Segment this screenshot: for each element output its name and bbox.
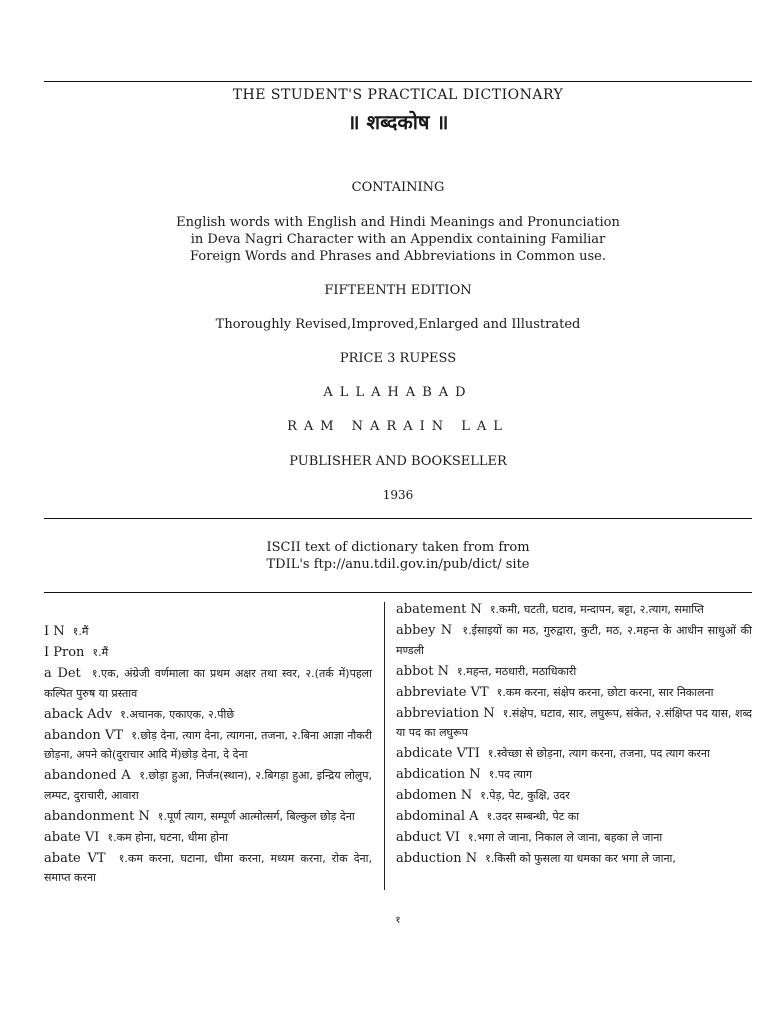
entry-headword: abdominal A bbox=[396, 809, 479, 824]
book-description: English words with English and Hindi Meanings and Pronunciation in Deva Nagri Character with an Appendix containing Familiar Foreign Words and Phrases and Abbreviations in Common use. bbox=[176, 215, 620, 264]
entry-headword: abduct VI bbox=[396, 830, 460, 845]
entry-definition: १.पद त्याग bbox=[488, 768, 533, 781]
entry-headword: abdication N bbox=[396, 767, 481, 782]
entry-headword: abbey N bbox=[396, 623, 453, 638]
entry-definition: १.किसी को फुसला या धमका कर भगा ले जाना, bbox=[485, 852, 676, 865]
publisher-name: RAM NARAIN LAL bbox=[287, 419, 509, 434]
entry-headword: I Pron bbox=[44, 645, 85, 660]
entry-headword: abate VT bbox=[44, 850, 106, 866]
dictionary-entry bbox=[44, 705, 372, 725]
top-rule bbox=[44, 81, 752, 82]
entry-headword: abbreviate VT bbox=[396, 684, 489, 700]
entry-definition: १.छोड़ देना, त्याग देना, त्यागना, तजना, २.बिना आज्ञा नौकरी छोड़ना, अपने को(दुराचार आदि में)छोड़ देना, दे देना bbox=[44, 728, 372, 761]
lower-rule bbox=[44, 592, 752, 593]
entry-definition: १.भगा ले जाना, निकाल ले जाना, बहका ले जाना bbox=[467, 831, 663, 844]
dictionary-entry bbox=[396, 849, 752, 869]
entry-headword: abandoned A bbox=[44, 768, 131, 783]
entry-definition: १.एक, अंग्रेजी वर्णमाला का प्रथम अक्षर तथा स्वर, २.(तर्क में)पहला कल्पित पुरुष या प्रस्ताव bbox=[44, 667, 372, 700]
dictionary-entry bbox=[44, 664, 372, 703]
middle-rule bbox=[44, 518, 752, 519]
book-title: THE STUDENT'S PRACTICAL DICTIONARY bbox=[232, 87, 564, 103]
entry-definition: १.छोड़ा हुआ, निर्जन(स्थान), २.बिगड़ा हुआ, इन्द्रिय लोलुप, लम्पट, दुराचारी, आवारा bbox=[44, 769, 372, 802]
entry-definition: १.पूर्ण त्याग, सम्पूर्ण आत्मोत्सर्ग, बिल्कुल छोड़ देना bbox=[157, 809, 355, 823]
entry-headword: abate VI bbox=[44, 829, 100, 845]
entries-right-column bbox=[396, 600, 752, 870]
dictionary-entry bbox=[396, 662, 752, 682]
page-number: १ bbox=[395, 915, 401, 926]
dictionary-entry bbox=[396, 786, 752, 806]
entry-definition: १.संक्षेप, घटाव, सार, लघुरूप, संकेत, २.संक्षिप्त पद यास, शब्द या पद का लघुरूप bbox=[396, 706, 752, 739]
price-label: PRICE 3 RUPESS bbox=[339, 351, 457, 366]
entry-headword: abdomen N bbox=[396, 788, 473, 803]
source-note-line2: TDIL's ftp://anu.tdil.gov.in/pub/dict/ site bbox=[266, 557, 530, 572]
book-subtitle: ॥ शब्दकोष ॥ bbox=[347, 110, 449, 134]
entry-definition: १.कम करना, संक्षेप करना, छोटा करना, सार निकालना bbox=[496, 685, 714, 699]
entry-headword: abdicate VTI bbox=[396, 746, 480, 761]
entry-headword: aback Adv bbox=[44, 706, 113, 722]
entry-definition: १.मैं bbox=[72, 625, 89, 638]
entry-definition: १.स्वेच्छा से छोड़ना, त्याग करना, तजना, पद त्याग करना bbox=[487, 747, 710, 760]
entry-headword: abbot N bbox=[396, 663, 449, 679]
entry-headword: I N bbox=[44, 624, 65, 639]
entry-headword: abduction N bbox=[396, 851, 478, 866]
entry-headword: abandonment N bbox=[44, 808, 150, 824]
dictionary-entry bbox=[44, 807, 372, 827]
publisher-role: PUBLISHER AND BOOKSELLER bbox=[289, 454, 507, 469]
dictionary-entry bbox=[44, 726, 372, 765]
entries-left-column bbox=[44, 622, 372, 889]
dictionary-entry bbox=[44, 849, 372, 888]
entry-headword: abbreviation N bbox=[396, 705, 495, 721]
entry-definition: १.ईसाइयों का मठ, गुरुद्वारा, कुटी, मठ, २.महन्त के आधीन साधुओं की मण्डली bbox=[396, 624, 752, 657]
edition-label: FIFTEENTH EDITION bbox=[324, 283, 472, 298]
column-divider bbox=[384, 602, 385, 890]
dictionary-entry bbox=[396, 807, 752, 827]
source-note bbox=[44, 539, 752, 573]
source-note-line1: ISCII text of dictionary taken from from bbox=[266, 540, 530, 555]
dictionary-entry bbox=[396, 683, 752, 703]
entry-definition: १.अचानक, एकाएक, २.पीछे bbox=[120, 707, 235, 721]
entry-definition: १.कम होना, घटना, धीमा होना bbox=[107, 830, 228, 844]
dictionary-entry bbox=[44, 643, 372, 663]
entry-headword: abandon VT bbox=[44, 727, 124, 743]
containing-label: CONTAINING bbox=[351, 180, 445, 195]
entry-definition: १.कम करना, घटाना, धीमा करना, मध्यम करना, रोक देना, समाप्त करना bbox=[44, 851, 372, 884]
entry-definition: १.पेड़, पेट, कुक्षि, उदर bbox=[480, 789, 570, 802]
dictionary-entry bbox=[396, 765, 752, 785]
dictionary-entry bbox=[44, 766, 372, 805]
revision-note: Thoroughly Revised,Improved,Enlarged and Illustrated bbox=[215, 317, 581, 332]
entry-definition: १.कमी, घटती, घटाव, मन्दापन, बट्टा, २.त्याग, समाप्ति bbox=[489, 603, 704, 616]
dictionary-entry bbox=[396, 828, 752, 848]
dictionary-entry bbox=[396, 621, 752, 660]
entry-headword: a Det bbox=[44, 666, 81, 681]
city-label: ALLAHABAD bbox=[323, 385, 473, 400]
entry-headword: abatement N bbox=[396, 602, 482, 617]
dictionary-entry bbox=[396, 600, 752, 620]
entry-definition: १.उदर सम्बन्धी, पेट का bbox=[486, 810, 580, 823]
entry-definition: १.मैं bbox=[92, 646, 109, 659]
publication-year: 1936 bbox=[382, 488, 414, 502]
entry-definition: १.महन्त, मठधारी, मठाधिकारी bbox=[456, 664, 577, 678]
dictionary-entry bbox=[44, 828, 372, 848]
dictionary-entry bbox=[44, 622, 372, 642]
dictionary-entry bbox=[396, 704, 752, 743]
dictionary-entry bbox=[396, 744, 752, 764]
